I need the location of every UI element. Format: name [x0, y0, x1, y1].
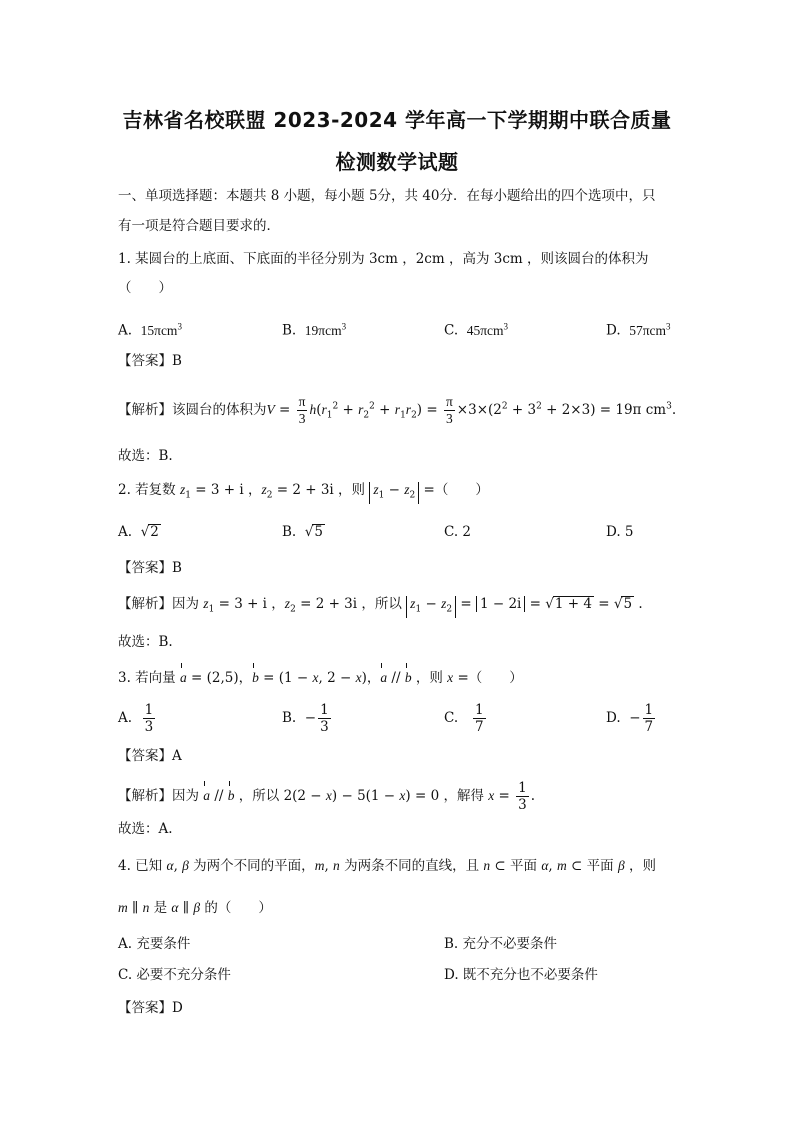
q2-analysis: 【解析】因为 $z_1 = 3 + i$ ，$z_2 = 2 + 3i$ ，所以 $z_1 - z_2 = 1 - 2i = √1 + 4 = √5$ .	[118, 594, 643, 620]
document-title-line-1: 吉林省名校联盟 2023-2024 学年高一下学期期中联合质量	[122, 108, 672, 132]
q1-conclusion: 故选：B.	[118, 448, 173, 464]
q2-option-a: A. √2	[118, 524, 159, 540]
q4-option-b: B. 充分不必要条件	[444, 936, 558, 952]
q3-answer: 【答案】A	[118, 748, 182, 764]
q3-stem: 3. 若向量 a = (2,5)，b = (1 − x, 2 − x)，a // b ，则 x =（ ）	[118, 670, 523, 686]
q2-option-c: C. 2	[444, 524, 472, 540]
q3-option-b: B. − $\frac{1}{3}$	[282, 702, 329, 735]
q4-answer: 【答案】D	[118, 1000, 183, 1016]
q3-conclusion: 故选：A.	[118, 821, 173, 837]
q2-answer: 【答案】B	[118, 560, 182, 576]
q1-stem-line-2: （ ）	[118, 280, 172, 296]
q4-stem-line-1: 4. 已知 α, β 为两个不同的平面，m, n 为两条不同的直线，且 n ⊂ 平面 α, m ⊂ 平面 β ，则	[118, 858, 656, 874]
q3-option-c: C. $\frac{1}{7}$	[444, 702, 484, 735]
q2-option-b: B. √5	[282, 524, 323, 540]
q2-conclusion: 故选：B.	[118, 634, 173, 650]
q1-answer: 【答案】B	[118, 353, 182, 369]
q1-analysis: 【解析】该圆台的体积为V = $\frac{\pi}{3}$ $h(r_1^2 + r_2^2 + r_1r_2)$ = $\frac{\pi}{3}$ $\times 3\times(2^2 + 3^2 + 2\times 3) = 19\pi$ $cm^3$.	[118, 394, 677, 426]
section-instructions-line-2: 有一项是符合题目要求的．	[118, 218, 280, 234]
q3-option-d: D. − $\frac{1}{7}$	[606, 702, 654, 735]
q3-option-a: A. $\frac{1}{3}$	[118, 702, 154, 735]
q1-option-d: D. 57πcm$^3$	[606, 321, 671, 339]
q4-stem-line-2: m ∥ n 是 α ∥ β 的（ ）	[118, 900, 272, 916]
q1-option-a: A. 15πcm$^3$	[118, 321, 182, 339]
q4-option-d: D. 既不充分也不必要条件	[444, 967, 598, 983]
q4-option-c: C. 必要不充分条件	[118, 967, 231, 983]
q2-stem: 2. 若复数 $z_1 = 3 + i$ ，$z_2 = 2 + 3i$ ，则 $z_1 - z_2$ =（ ）	[118, 480, 489, 506]
section-instructions-line-1: 一、单项选择题：本题共 8 小题，每小题 5分，共 40分．在每小题给出的四个选项中，只	[118, 188, 656, 204]
q1-analysis-prefix: 【解析】该圆台的体积为	[118, 402, 267, 418]
q4-option-a: A. 充要条件	[118, 936, 191, 952]
q1-option-b: B. 19πcm$^3$	[282, 321, 347, 339]
document-title-line-2: 检测数学试题	[335, 150, 459, 174]
q3-analysis: 【解析】因为 a // b ，所以 2(2 − x) − 5(1 − x) = 0 ，解得 x = $\frac{1}{3}$ .	[118, 780, 536, 813]
q2-option-d: D. 5	[606, 524, 634, 540]
q1-option-c: C. 45πcm$^3$	[444, 321, 509, 339]
q1-stem-line-1: 1. 某圆台的上底面、下底面的半径分别为 3cm ，2cm ，高为 3cm ，则该圆台的体积为	[118, 251, 649, 267]
